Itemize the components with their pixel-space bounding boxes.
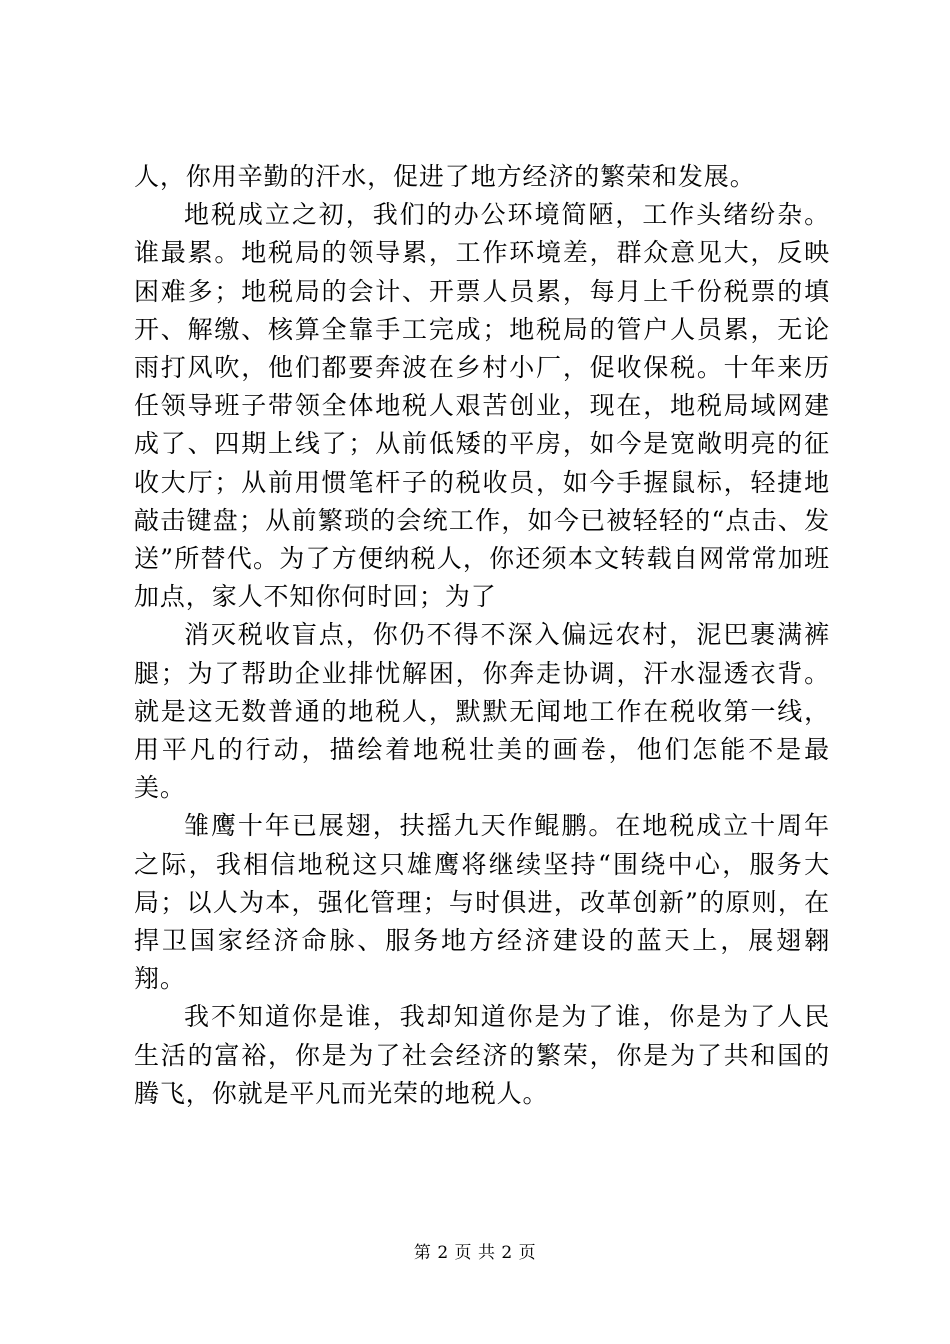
page-number-footer: 第 2 页 共 2 页 [413,1243,537,1263]
paragraph-continuation: 人，你用辛勤的汗水，促进了地方经济的繁荣和发展。 [134,162,756,191]
paragraph-eagle: 雏鹰十年已展翅，扶摇九天作鲲鹏。在地税成立十周年之际，我相信地税这只雄鹰将继续坚持“围绕中心，服务大局；以人为本，强化管理；与时俱进，改革创新”的原则，在捍卫国家经济命脉、服务地方经济建设的蓝天上，展翅翱翔。 [134,811,830,994]
paragraph-early-days: 地税成立之初，我们的办公环境简陋，工作头绪纷杂。谁最累。地税局的领导累，工作环境差，群众意见大，反映困难多；地税局的会计、开票人员累，每月上千份税票的填开、解缴、核算全靠手工完成；地税局的管户人员累，无论雨打风吹，他们都要奔波在乡村小厂，促收保税。十年来历任领导班子带领全体地税人艰苦创业，现在，地税局域网建成了、四期上线了；从前低矮的平房，如今是宽敞明亮的征收大厅；从前用惯笔杆子的税收员，如今手握鼠标，轻捷地敲击键盘；从前繁琐的会统工作，如今已被轻轻的“点击、发送”所替代。为了方便纳税人，你还须本文转载自网常常加班加点，家人不知你何时回；为了 [134,200,830,612]
paragraph-tax-blind-spots: 消灭税收盲点，你仍不得不深入偏远农村，泥巴裹满裤腿；为了帮助企业排忧解困，你奔走协调，汗水湿透衣背。就是这无数普通的地税人，默默无闻地工作在税收第一线，用平凡的行动，描绘着地税壮美的画卷，他们怎能不是最美。 [134,620,830,803]
paragraph-closing: 我不知道你是谁，我却知道你是为了谁，你是为了人民生活的富裕，你是为了社会经济的繁荣，你是为了共和国的腾飞，你就是平凡而光荣的地税人。 [134,1002,830,1108]
document-body [134,158,830,1113]
